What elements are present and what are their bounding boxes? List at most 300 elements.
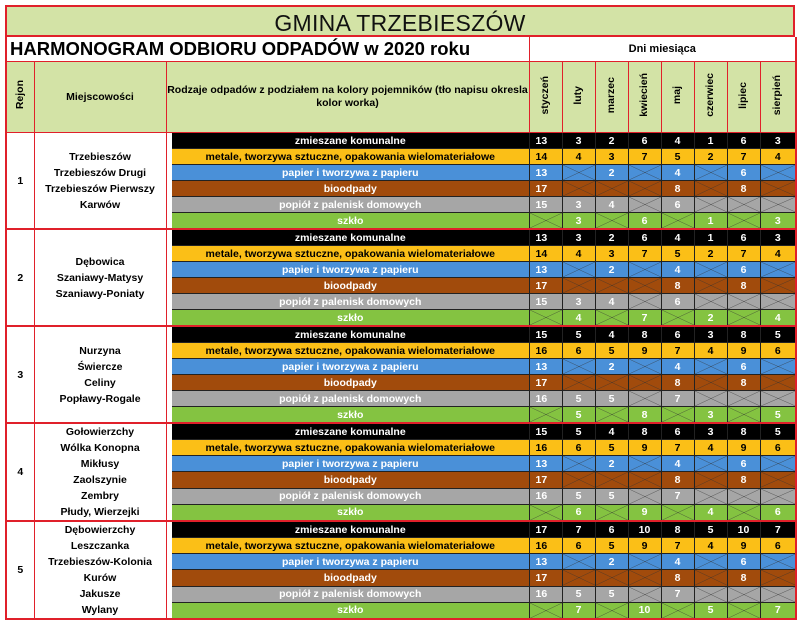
- collection-day: 15: [529, 294, 562, 310]
- schedule-row: [6, 229, 796, 246]
- empty-day-cell: [562, 165, 595, 181]
- empty-day-cell: [595, 278, 628, 294]
- no-collection-cross-icon: [761, 554, 796, 569]
- collection-day: 2: [694, 246, 727, 262]
- waste-type-label: metale, tworzywa sztuczne, opakowania wielomateriałowe: [172, 149, 529, 165]
- waste-type-label: papier i tworzywa z papieru: [172, 165, 529, 181]
- collection-day: 4: [595, 294, 628, 310]
- empty-day-cell: [694, 586, 727, 602]
- empty-day-cell: [628, 570, 661, 586]
- empty-day-cell: [760, 570, 796, 586]
- collection-day: 6: [628, 213, 661, 230]
- no-collection-cross-icon: [662, 505, 694, 520]
- collection-day: 5: [595, 391, 628, 407]
- collection-day: 10: [727, 521, 760, 538]
- collection-day: 8: [661, 181, 694, 197]
- collection-day: 6: [562, 538, 595, 554]
- empty-day-cell: [727, 197, 760, 213]
- collection-day: 6: [562, 440, 595, 456]
- collection-day: 5: [562, 586, 595, 602]
- no-collection-cross-icon: [596, 603, 628, 618]
- empty-day-cell: [562, 554, 595, 570]
- empty-day-cell: [595, 310, 628, 327]
- place-name: Leszczanka: [70, 540, 130, 552]
- empty-day-cell: [628, 488, 661, 504]
- no-collection-cross-icon: [761, 294, 796, 309]
- no-collection-cross-icon: [695, 359, 727, 374]
- empty-day-cell: [760, 294, 796, 310]
- collection-day: 4: [694, 538, 727, 554]
- no-collection-cross-icon: [761, 570, 796, 585]
- waste-type-label: zmieszane komunalne: [172, 326, 529, 343]
- no-collection-cross-icon: [563, 181, 595, 196]
- empty-day-cell: [628, 197, 661, 213]
- waste-type-label: szkło: [172, 213, 529, 230]
- no-collection-cross-icon: [563, 456, 595, 471]
- empty-day-cell: [760, 262, 796, 278]
- no-collection-cross-icon: [563, 278, 595, 293]
- collection-day: 8: [727, 423, 760, 440]
- schedule-table: [5, 37, 797, 620]
- collection-day: 17: [529, 278, 562, 294]
- collection-day: 4: [595, 326, 628, 343]
- empty-day-cell: [628, 554, 661, 570]
- collection-day: 2: [595, 262, 628, 278]
- collection-day: 6: [661, 423, 694, 440]
- collection-day: 5: [562, 407, 595, 424]
- collection-day: 4: [694, 343, 727, 359]
- waste-type-label: metale, tworzywa sztuczne, opakowania wielomateriałowe: [172, 246, 529, 262]
- empty-day-cell: [727, 504, 760, 521]
- place-name: Świercze: [77, 360, 123, 373]
- no-collection-cross-icon: [695, 456, 727, 471]
- collection-day: 3: [694, 423, 727, 440]
- collection-day: 17: [529, 375, 562, 391]
- no-collection-cross-icon: [761, 375, 796, 390]
- empty-day-cell: [727, 294, 760, 310]
- collection-day: 5: [595, 538, 628, 554]
- no-collection-cross-icon: [761, 456, 796, 471]
- empty-day-cell: [595, 602, 628, 619]
- collection-day: 13: [529, 262, 562, 278]
- region-places: [34, 326, 166, 423]
- waste-type-label: szkło: [172, 407, 529, 424]
- empty-day-cell: [760, 472, 796, 488]
- waste-type-label: papier i tworzywa z papieru: [172, 456, 529, 472]
- collection-day: 1: [694, 133, 727, 149]
- waste-type-label: popiół z palenisk domowych: [172, 488, 529, 504]
- no-collection-cross-icon: [629, 359, 661, 374]
- empty-day-cell: [694, 262, 727, 278]
- schedule-row: [6, 423, 796, 440]
- place-name: Szaniawy-Matysy: [56, 271, 144, 284]
- no-collection-cross-icon: [596, 407, 628, 422]
- place-name: Trzebieszów Pierwszy: [45, 182, 155, 195]
- collection-day: 6: [562, 343, 595, 359]
- collection-day: 5: [694, 521, 727, 538]
- place-name: Szaniawy-Poniaty: [55, 287, 145, 300]
- empty-day-cell: [595, 570, 628, 586]
- collection-day: 5: [562, 391, 595, 407]
- collection-day: 5: [595, 586, 628, 602]
- collection-day: 6: [727, 133, 760, 149]
- no-collection-cross-icon: [662, 407, 694, 422]
- place-name: Wylany: [81, 604, 119, 616]
- empty-day-cell: [562, 570, 595, 586]
- collection-day: 7: [661, 440, 694, 456]
- collection-day: 4: [694, 504, 727, 521]
- no-collection-cross-icon: [695, 587, 727, 602]
- month-header: maj: [661, 62, 694, 133]
- collection-day: 8: [727, 326, 760, 343]
- no-collection-cross-icon: [695, 181, 727, 196]
- collection-day: 17: [529, 521, 562, 538]
- no-collection-cross-icon: [695, 489, 727, 504]
- schedule-sheet: [5, 5, 795, 620]
- collection-day: 3: [562, 229, 595, 246]
- collection-day: 7: [562, 521, 595, 538]
- empty-day-cell: [760, 278, 796, 294]
- empty-day-cell: [628, 472, 661, 488]
- no-collection-cross-icon: [662, 603, 694, 618]
- place-name: Jakusze: [79, 588, 121, 600]
- collection-day: 4: [595, 423, 628, 440]
- no-collection-cross-icon: [695, 262, 727, 277]
- collection-day: 3: [562, 294, 595, 310]
- place-name: Nurzyna: [79, 344, 121, 357]
- waste-type-label: metale, tworzywa sztuczne, opakowania wielomateriałowe: [172, 538, 529, 554]
- no-collection-cross-icon: [728, 587, 760, 602]
- no-collection-cross-icon: [695, 554, 727, 569]
- empty-day-cell: [628, 181, 661, 197]
- no-collection-cross-icon: [563, 359, 595, 374]
- page-title: GMINA TRZEBIESZÓW: [5, 5, 795, 37]
- no-collection-cross-icon: [662, 310, 694, 325]
- region-places: [34, 229, 166, 326]
- collection-day: 16: [529, 343, 562, 359]
- collection-day: 6: [727, 262, 760, 278]
- empty-day-cell: [562, 181, 595, 197]
- waste-type-label: bioodpady: [172, 570, 529, 586]
- empty-day-cell: [628, 456, 661, 472]
- empty-day-cell: [562, 472, 595, 488]
- no-collection-cross-icon: [728, 489, 760, 504]
- month-header: sierpień: [760, 62, 796, 133]
- collection-day: 13: [529, 456, 562, 472]
- collection-day: 5: [760, 326, 796, 343]
- empty-day-cell: [694, 181, 727, 197]
- waste-type-label: zmieszane komunalne: [172, 133, 529, 149]
- collection-day: 15: [529, 326, 562, 343]
- empty-day-cell: [760, 197, 796, 213]
- no-collection-cross-icon: [596, 278, 628, 293]
- collection-day: 4: [760, 310, 796, 327]
- region-places: [34, 423, 166, 521]
- empty-day-cell: [694, 165, 727, 181]
- collection-day: 9: [628, 440, 661, 456]
- no-collection-cross-icon: [761, 262, 796, 277]
- schedule-subtitle: HARMONOGRAM ODBIORU ODPADÓW w 2020 roku: [6, 37, 529, 62]
- region-number: 2: [6, 229, 34, 326]
- place-name: Dębowica: [75, 255, 125, 268]
- month-header: luty: [562, 62, 595, 133]
- collection-day: 9: [628, 538, 661, 554]
- collection-day: 1: [694, 229, 727, 246]
- region-number: 3: [6, 326, 34, 423]
- collection-day: 5: [595, 488, 628, 504]
- place-name: Gołowierzchy: [65, 426, 135, 438]
- no-collection-cross-icon: [695, 278, 727, 293]
- empty-day-cell: [628, 586, 661, 602]
- no-collection-cross-icon: [728, 310, 760, 325]
- collection-day: 4: [661, 554, 694, 570]
- no-collection-cross-icon: [761, 165, 796, 180]
- waste-type-label: szkło: [172, 504, 529, 521]
- empty-day-cell: [760, 359, 796, 375]
- empty-day-cell: [628, 391, 661, 407]
- collection-day: 7: [661, 488, 694, 504]
- waste-type-label: bioodpady: [172, 181, 529, 197]
- collection-day: 5: [661, 149, 694, 165]
- empty-day-cell: [628, 165, 661, 181]
- collection-day: 4: [694, 440, 727, 456]
- no-collection-cross-icon: [695, 391, 727, 406]
- no-collection-cross-icon: [563, 472, 595, 487]
- no-collection-cross-icon: [629, 278, 661, 293]
- no-collection-cross-icon: [728, 294, 760, 309]
- collection-day: 10: [628, 602, 661, 619]
- place-name: Płudy, Wierzejki: [60, 506, 140, 518]
- empty-day-cell: [661, 407, 694, 424]
- waste-type-label: zmieszane komunalne: [172, 423, 529, 440]
- schedule-row: [6, 326, 796, 343]
- no-collection-cross-icon: [629, 489, 661, 504]
- collection-day: 7: [727, 149, 760, 165]
- region-number: 5: [6, 521, 34, 619]
- empty-day-cell: [760, 586, 796, 602]
- empty-day-cell: [694, 456, 727, 472]
- empty-day-cell: [562, 456, 595, 472]
- collection-day: 8: [727, 472, 760, 488]
- collection-day: 3: [760, 213, 796, 230]
- empty-day-cell: [727, 213, 760, 230]
- collection-day: 7: [661, 538, 694, 554]
- waste-type-label: metale, tworzywa sztuczne, opakowania wielomateriałowe: [172, 440, 529, 456]
- collection-day: 16: [529, 586, 562, 602]
- no-collection-cross-icon: [728, 407, 760, 422]
- collection-day: 15: [529, 197, 562, 213]
- collection-day: 6: [760, 504, 796, 521]
- empty-day-cell: [694, 391, 727, 407]
- collection-day: 17: [529, 181, 562, 197]
- collection-day: 5: [760, 423, 796, 440]
- empty-day-cell: [760, 181, 796, 197]
- empty-day-cell: [529, 310, 562, 327]
- waste-types-column-header: Rodzaje odpadów z podziałem na kolory pojemników (tło napisu okresla kolor worka): [166, 62, 529, 133]
- place-name: Dębowierzchy: [64, 524, 136, 536]
- collection-day: 4: [595, 197, 628, 213]
- empty-day-cell: [694, 488, 727, 504]
- no-collection-cross-icon: [728, 213, 760, 228]
- no-collection-cross-icon: [629, 570, 661, 585]
- no-collection-cross-icon: [629, 472, 661, 487]
- no-collection-cross-icon: [629, 391, 661, 406]
- collection-day: 14: [529, 246, 562, 262]
- empty-day-cell: [595, 181, 628, 197]
- waste-type-label: zmieszane komunalne: [172, 229, 529, 246]
- collection-day: 4: [661, 165, 694, 181]
- collection-day: 8: [661, 278, 694, 294]
- no-collection-cross-icon: [761, 359, 796, 374]
- empty-day-cell: [628, 294, 661, 310]
- place-name: Kurów: [83, 572, 117, 584]
- waste-type-label: popiół z palenisk domowych: [172, 586, 529, 602]
- no-collection-cross-icon: [563, 165, 595, 180]
- empty-day-cell: [529, 213, 562, 230]
- no-collection-cross-icon: [695, 197, 727, 212]
- empty-day-cell: [694, 278, 727, 294]
- empty-day-cell: [595, 375, 628, 391]
- collection-day: 3: [562, 133, 595, 149]
- collection-day: 3: [595, 246, 628, 262]
- schedule-row: [6, 521, 796, 538]
- collection-day: 6: [661, 294, 694, 310]
- collection-day: 6: [760, 440, 796, 456]
- collection-day: 17: [529, 472, 562, 488]
- empty-day-cell: [595, 407, 628, 424]
- place-name: Karwów: [79, 198, 121, 211]
- empty-day-cell: [694, 472, 727, 488]
- no-collection-cross-icon: [530, 213, 562, 228]
- no-collection-cross-icon: [695, 375, 727, 390]
- empty-day-cell: [529, 407, 562, 424]
- collection-day: 7: [661, 391, 694, 407]
- empty-day-cell: [661, 213, 694, 230]
- collection-day: 6: [661, 197, 694, 213]
- collection-day: 2: [595, 456, 628, 472]
- collection-day: 15: [529, 423, 562, 440]
- collection-day: 4: [661, 359, 694, 375]
- collection-day: 6: [760, 538, 796, 554]
- waste-type-label: szkło: [172, 602, 529, 619]
- schedule-row: [6, 133, 796, 149]
- empty-day-cell: [760, 488, 796, 504]
- collection-day: 3: [562, 213, 595, 230]
- collection-day: 6: [595, 521, 628, 538]
- collection-day: 13: [529, 165, 562, 181]
- no-collection-cross-icon: [596, 505, 628, 520]
- empty-day-cell: [760, 554, 796, 570]
- no-collection-cross-icon: [662, 213, 694, 228]
- collection-day: 7: [562, 602, 595, 619]
- no-collection-cross-icon: [761, 489, 796, 504]
- waste-type-label: popiół z palenisk domowych: [172, 391, 529, 407]
- collection-day: 9: [727, 440, 760, 456]
- no-collection-cross-icon: [629, 294, 661, 309]
- collection-day: 5: [694, 602, 727, 619]
- no-collection-cross-icon: [629, 554, 661, 569]
- collection-day: 7: [628, 149, 661, 165]
- no-collection-cross-icon: [695, 165, 727, 180]
- no-collection-cross-icon: [629, 375, 661, 390]
- waste-type-label: popiół z palenisk domowych: [172, 197, 529, 213]
- collection-day: 3: [595, 149, 628, 165]
- empty-day-cell: [529, 602, 562, 619]
- no-collection-cross-icon: [761, 472, 796, 487]
- collection-day: 4: [661, 262, 694, 278]
- empty-day-cell: [562, 262, 595, 278]
- collection-day: 5: [595, 440, 628, 456]
- no-collection-cross-icon: [596, 472, 628, 487]
- empty-day-cell: [595, 213, 628, 230]
- no-collection-cross-icon: [629, 456, 661, 471]
- empty-day-cell: [760, 165, 796, 181]
- no-collection-cross-icon: [530, 407, 562, 422]
- no-collection-cross-icon: [761, 181, 796, 196]
- collection-day: 6: [562, 504, 595, 521]
- place-name: Zembry: [81, 490, 119, 502]
- place-name: Wólka Konopna: [60, 442, 140, 454]
- collection-day: 5: [595, 343, 628, 359]
- collection-day: 2: [595, 554, 628, 570]
- empty-day-cell: [628, 262, 661, 278]
- empty-day-cell: [727, 407, 760, 424]
- collection-day: 17: [529, 570, 562, 586]
- empty-day-cell: [727, 602, 760, 619]
- collection-day: 4: [661, 133, 694, 149]
- collection-day: 2: [595, 165, 628, 181]
- collection-day: 13: [529, 359, 562, 375]
- no-collection-cross-icon: [596, 213, 628, 228]
- collection-day: 7: [661, 343, 694, 359]
- collection-day: 3: [694, 326, 727, 343]
- no-collection-cross-icon: [596, 375, 628, 390]
- no-collection-cross-icon: [761, 278, 796, 293]
- days-of-month-header: Dni miesiąca: [529, 37, 796, 62]
- empty-day-cell: [661, 310, 694, 327]
- collection-day: 8: [628, 326, 661, 343]
- collection-day: 3: [694, 407, 727, 424]
- place-name: Trzebieszów Drugi: [53, 166, 147, 179]
- empty-day-cell: [760, 375, 796, 391]
- no-collection-cross-icon: [629, 181, 661, 196]
- collection-day: 6: [760, 343, 796, 359]
- collection-day: 10: [628, 521, 661, 538]
- empty-day-cell: [628, 278, 661, 294]
- empty-day-cell: [562, 359, 595, 375]
- collection-day: 13: [529, 229, 562, 246]
- collection-day: 2: [595, 229, 628, 246]
- empty-day-cell: [562, 375, 595, 391]
- waste-type-label: zmieszane komunalne: [172, 521, 529, 538]
- no-collection-cross-icon: [695, 472, 727, 487]
- collection-day: 16: [529, 538, 562, 554]
- empty-day-cell: [694, 570, 727, 586]
- collection-day: 6: [727, 229, 760, 246]
- collection-day: 6: [727, 554, 760, 570]
- waste-type-label: papier i tworzywa z papieru: [172, 359, 529, 375]
- no-collection-cross-icon: [728, 391, 760, 406]
- collection-day: 16: [529, 391, 562, 407]
- collection-day: 14: [529, 149, 562, 165]
- collection-day: 8: [628, 407, 661, 424]
- collection-day: 9: [628, 343, 661, 359]
- collection-day: 8: [661, 472, 694, 488]
- no-collection-cross-icon: [695, 294, 727, 309]
- empty-day-cell: [727, 586, 760, 602]
- waste-type-label: popiół z palenisk domowych: [172, 294, 529, 310]
- collection-day: 2: [595, 133, 628, 149]
